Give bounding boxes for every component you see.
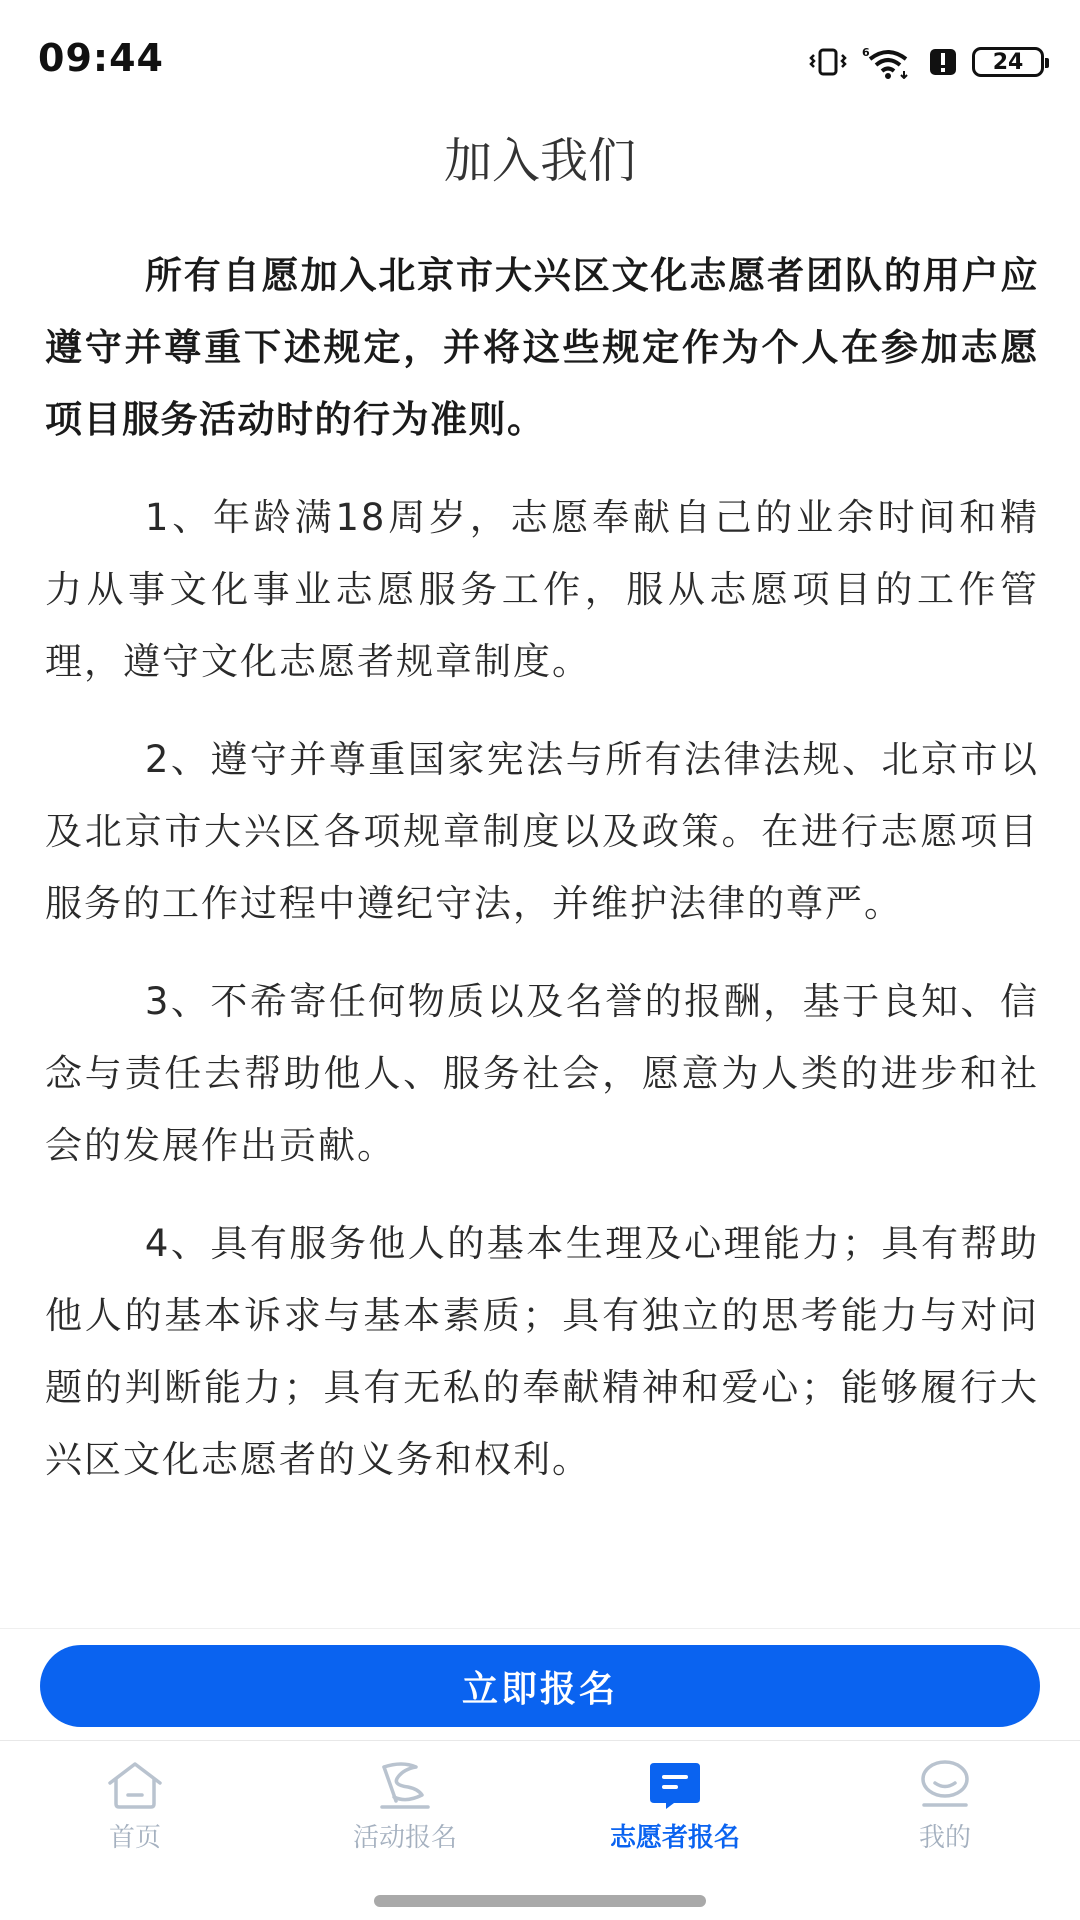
document-icon	[644, 1759, 706, 1811]
rule-paragraph-2: 2、遵守并尊重国家宪法与所有法律法规、北京市以及北京市大兴区各项规章制度以及政策。在进行志愿项目服务的工作过程中遵纪守法，并维护法律的尊严。	[45, 738, 1039, 925]
status-icons	[808, 40, 1044, 84]
battery-icon: 24	[972, 47, 1044, 77]
tab-volunteer-signup[interactable]	[540, 1741, 810, 1865]
rule-paragraph-4: 4、具有服务他人的基本生理及心理能力；具有帮助他人的基本诉求与基本素质；具有独立的思考能力与对问题的判断能力；具有无私的奉献精神和爱心；能够履行大兴区文化志愿者的义务和权利。	[45, 1222, 1039, 1481]
tab-label: 志愿者报名	[609, 1823, 740, 1853]
profile-icon	[914, 1759, 976, 1811]
wifi-6-icon	[862, 45, 914, 79]
action-area	[0, 1628, 1080, 1739]
status-time: 09:44	[38, 36, 164, 80]
tab-label: 首页	[108, 1823, 161, 1853]
home-indicator[interactable]	[374, 1895, 706, 1907]
vibrate-icon	[808, 47, 848, 77]
flag-icon	[374, 1759, 436, 1811]
rule-paragraph-3: 3、不希寄任何物质以及名誉的报酬，基于良知、信念与责任去帮助他人、服务社会，愿意为人类的进步和社会的发展作出贡献。	[45, 980, 1039, 1167]
alert-icon	[928, 47, 958, 77]
bottom-tab-bar	[0, 1740, 1080, 1865]
intro-paragraph: 所有自愿加入北京市大兴区文化志愿者团队的用户应遵守并尊重下述规定，并将这些规定作为个人在参加志愿项目服务活动时的行为准则。	[45, 254, 1039, 441]
tab-mine[interactable]	[810, 1741, 1080, 1865]
tab-label: 活动报名	[352, 1823, 457, 1853]
tab-home[interactable]	[0, 1741, 270, 1865]
signup-button[interactable]: 立即报名	[40, 1645, 1040, 1727]
rules-content	[45, 240, 1039, 1625]
tab-activity-signup[interactable]	[270, 1741, 540, 1865]
rule-paragraph-1: 1、年龄满18周岁，志愿奉献自己的业余时间和精力从事文化事业志愿服务工作，服从志愿项目的工作管理，遵守文化志愿者规章制度。	[45, 496, 1039, 683]
page-title: 加入我们	[443, 133, 636, 189]
status-bar	[0, 0, 1080, 120]
tab-label: 我的	[918, 1823, 971, 1853]
svg-text:6: 6	[862, 46, 870, 59]
home-icon	[104, 1759, 166, 1811]
